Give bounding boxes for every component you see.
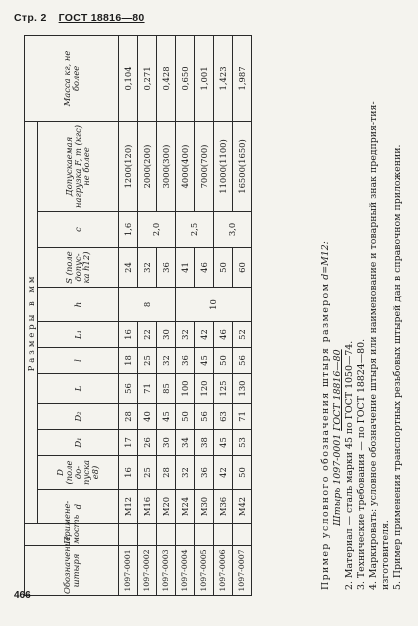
cell-applicability bbox=[157, 524, 176, 546]
cell-mass: 1,423 bbox=[214, 35, 233, 121]
col-d: d bbox=[38, 490, 119, 524]
cell-D1: 53 bbox=[233, 430, 252, 456]
cell-L1: 30 bbox=[157, 322, 176, 348]
cell-D1: 30 bbox=[157, 430, 176, 456]
cell-applicability bbox=[214, 524, 233, 546]
cell-D1: 17 bbox=[119, 430, 138, 456]
cell-l: 36 bbox=[176, 348, 195, 374]
cell-load: 1200(120) bbox=[119, 121, 138, 211]
cell-D2: 63 bbox=[214, 404, 233, 430]
cell-L1: 52 bbox=[233, 322, 252, 348]
page-number: 466 bbox=[14, 590, 31, 601]
cell-D2: 71 bbox=[233, 404, 252, 430]
cell-d: M20 bbox=[157, 490, 176, 524]
col-S: S (поле допус-ка h12) bbox=[38, 248, 119, 288]
cell-designation: 1097-0007 bbox=[233, 546, 252, 596]
cell-D2: 45 bbox=[157, 404, 176, 430]
cell-designation: 1097-0002 bbox=[138, 546, 157, 596]
cell-L: 100 bbox=[176, 374, 195, 404]
cell-S: 24 bbox=[119, 248, 138, 288]
cell-D1: 34 bbox=[176, 430, 195, 456]
cell-D2: 28 bbox=[119, 404, 138, 430]
cell-D: 42 bbox=[214, 456, 233, 490]
cell-L: 130 bbox=[233, 374, 252, 404]
cell-l: 25 bbox=[138, 348, 157, 374]
cell-load: 7000(700) bbox=[195, 121, 214, 211]
cell-applicability bbox=[119, 524, 138, 546]
standard-number: ГОСТ 18816—80 bbox=[58, 12, 145, 24]
table-row bbox=[176, 35, 195, 595]
example-size: d=M12: bbox=[320, 241, 331, 280]
cell-mass: 1,987 bbox=[233, 35, 252, 121]
note-5: 5. Пример применения транспортных резьбовых штырей дан в справочном приложении. bbox=[392, 144, 403, 590]
cell-D: 28 bbox=[157, 456, 176, 490]
cell-S: 41 bbox=[176, 248, 195, 288]
cell-load: 4000(400) bbox=[176, 121, 195, 211]
cell-h: 8 bbox=[119, 288, 176, 322]
cell-L1: 22 bbox=[138, 322, 157, 348]
cell-load: 2000(200) bbox=[138, 121, 157, 211]
cell-l: 18 bbox=[119, 348, 138, 374]
col-group-dimensions: Размеры в мм bbox=[25, 121, 38, 523]
cell-mass: 0,271 bbox=[138, 35, 157, 121]
col-applicability: Примене-мость bbox=[25, 524, 119, 546]
example-designation-a: Штырь 1097-0001 bbox=[332, 433, 343, 526]
cell-mass: 0,650 bbox=[176, 35, 195, 121]
cell-designation: 1097-0005 bbox=[195, 546, 214, 596]
cell-L1: 32 bbox=[176, 322, 195, 348]
page-header bbox=[14, 12, 145, 24]
cell-c: 2,0 bbox=[138, 212, 176, 248]
cell-load: 16500(1650) bbox=[233, 121, 252, 211]
cell-D1: 45 bbox=[214, 430, 233, 456]
dimensions-table bbox=[24, 35, 252, 596]
cell-l: 45 bbox=[195, 348, 214, 374]
cell-S: 32 bbox=[138, 248, 157, 288]
cell-l: 50 bbox=[214, 348, 233, 374]
cell-designation: 1097-0003 bbox=[157, 546, 176, 596]
cell-designation: 1097-0001 bbox=[119, 546, 138, 596]
table-row bbox=[119, 35, 138, 595]
col-D1: D₁ bbox=[38, 430, 119, 456]
col-c: c bbox=[38, 212, 119, 248]
cell-designation: 1097-0006 bbox=[214, 546, 233, 596]
cell-mass: 0,428 bbox=[157, 35, 176, 121]
cell-designation: 1097-0004 bbox=[176, 546, 195, 596]
rotated-content bbox=[24, 36, 404, 596]
cell-mass: 1,001 bbox=[195, 35, 214, 121]
cell-applicability bbox=[195, 524, 214, 546]
col-load: Допускаемая нагрузка F, т (кгс) не более bbox=[38, 121, 119, 211]
cell-D1: 26 bbox=[138, 430, 157, 456]
col-D2: D₂ bbox=[38, 404, 119, 430]
cell-L: 85 bbox=[157, 374, 176, 404]
cell-d: M12 bbox=[119, 490, 138, 524]
cell-c: 2,5 bbox=[176, 212, 214, 248]
cell-h: 10 bbox=[176, 288, 252, 322]
cell-L: 125 bbox=[214, 374, 233, 404]
cell-applicability bbox=[138, 524, 157, 546]
example-designation bbox=[332, 40, 344, 526]
cell-D: 36 bbox=[195, 456, 214, 490]
col-D: D (поле до-пуска e8) bbox=[38, 456, 119, 490]
cell-D2: 50 bbox=[176, 404, 195, 430]
cell-S: 46 bbox=[195, 248, 214, 288]
example-line bbox=[320, 40, 332, 590]
cell-D2: 40 bbox=[138, 404, 157, 430]
col-L1: L₁ bbox=[38, 322, 119, 348]
cell-D: 50 bbox=[233, 456, 252, 490]
cell-S: 50 bbox=[214, 248, 233, 288]
cell-load: 11000(1100) bbox=[214, 121, 233, 211]
cell-applicability bbox=[176, 524, 195, 546]
cell-S: 36 bbox=[157, 248, 176, 288]
cell-L: 71 bbox=[138, 374, 157, 404]
cell-d: M42 bbox=[233, 490, 252, 524]
cell-load: 3000(300) bbox=[157, 121, 176, 211]
cell-S: 60 bbox=[233, 248, 252, 288]
cell-c: 3,0 bbox=[214, 212, 252, 248]
cell-L1: 42 bbox=[195, 322, 214, 348]
cell-D: 16 bbox=[119, 456, 138, 490]
cell-d: M30 bbox=[195, 490, 214, 524]
page-label: Стр. 2 bbox=[14, 12, 47, 24]
example-designation-b: ГОСТ 18816—80 bbox=[332, 349, 343, 431]
col-h: h bbox=[38, 288, 119, 322]
col-designation: Обозначение штыря bbox=[25, 546, 119, 596]
cell-L: 120 bbox=[195, 374, 214, 404]
cell-mass: 0,104 bbox=[119, 35, 138, 121]
col-l: l bbox=[38, 348, 119, 374]
cell-l: 56 bbox=[233, 348, 252, 374]
cell-D: 25 bbox=[138, 456, 157, 490]
cell-c: 1,6 bbox=[119, 212, 138, 248]
note-2: 2. Материал — сталь марки 45 по ГОСТ 1050—74. bbox=[344, 340, 355, 590]
cell-applicability bbox=[233, 524, 252, 546]
cell-D1: 38 bbox=[195, 430, 214, 456]
cell-l: 32 bbox=[157, 348, 176, 374]
example-lead: Пример условного обозначения штыря размером bbox=[320, 282, 331, 590]
note-3: 3. Технические требования — по ГОСТ 18824—80. bbox=[356, 338, 367, 590]
cell-L1: 16 bbox=[119, 322, 138, 348]
cell-d: M24 bbox=[176, 490, 195, 524]
notes bbox=[320, 40, 404, 590]
col-mass: Масса кг, не более bbox=[25, 35, 119, 121]
cell-d: M16 bbox=[138, 490, 157, 524]
col-L: L bbox=[38, 374, 119, 404]
cell-L: 56 bbox=[119, 374, 138, 404]
cell-L1: 46 bbox=[214, 322, 233, 348]
cell-D: 32 bbox=[176, 456, 195, 490]
cell-d: M36 bbox=[214, 490, 233, 524]
note-4: 4. Маркировать: условное обозначение штыря или наименование и товарный знак предприя-тия-изготовителя. bbox=[368, 101, 391, 590]
cell-D2: 56 bbox=[195, 404, 214, 430]
